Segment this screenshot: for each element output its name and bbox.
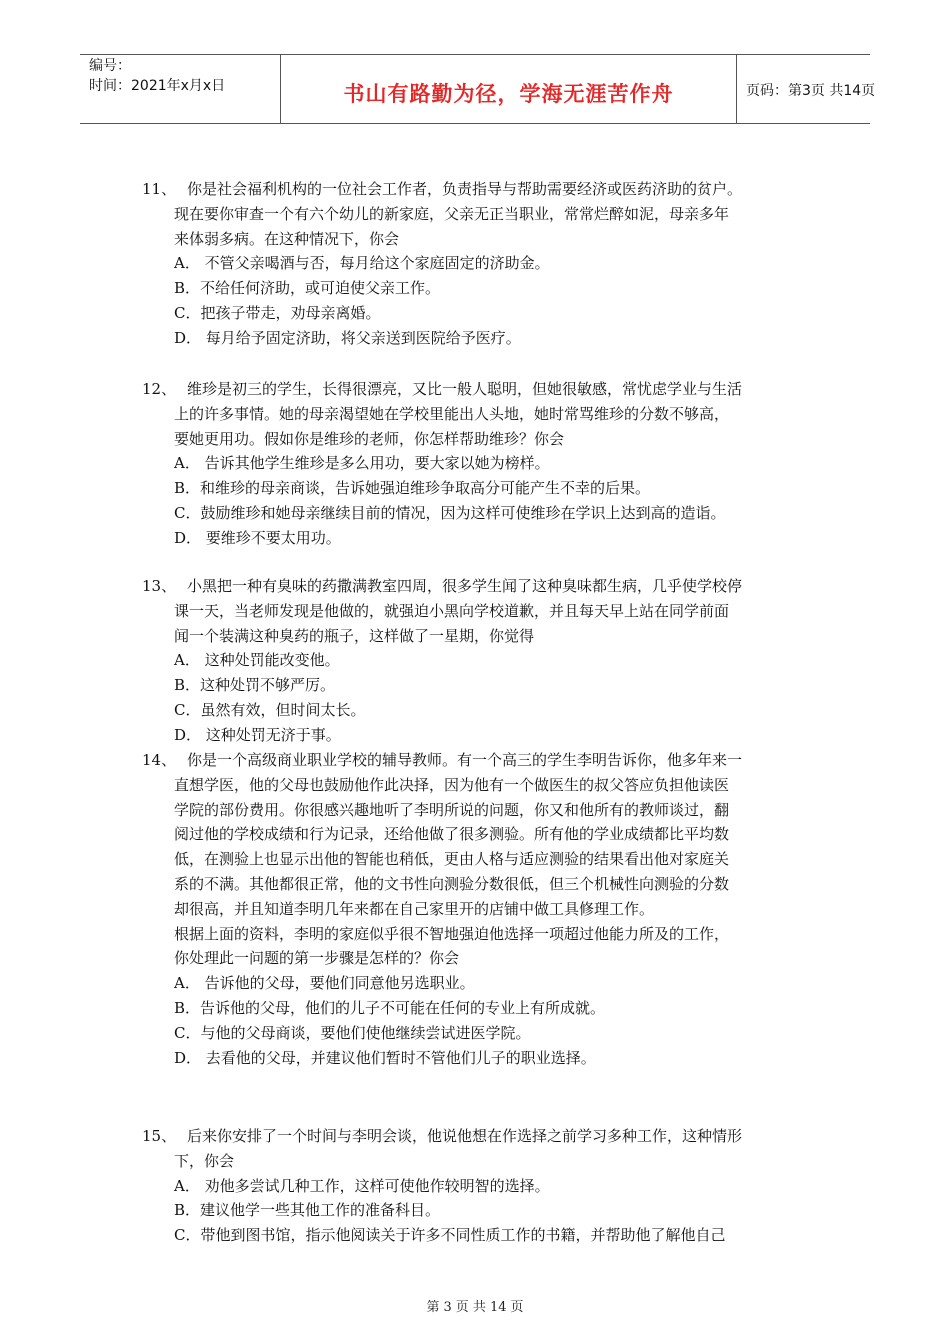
answer-option: B．建议他学一些其他工作的准备科目。 [174, 1201, 441, 1220]
footer-suffix: 页 [510, 1300, 524, 1315]
answer-option: B．和维珍的母亲商谈，告诉她强迫维珍争取高分可能产生不幸的后果。 [174, 479, 651, 498]
answer-option: A． 不管父亲喝酒与否，每月给这个家庭固定的济助金。 [174, 254, 550, 273]
answer-option: C．鼓励维珍和她母亲继续目前的情况，因为这样可使维珍在学识上达到高的造诣。 [174, 504, 726, 522]
question-number: 15、 [142, 1127, 177, 1145]
header-motto: 书山有路勤为径，学海无涯苦作舟 [343, 82, 674, 106]
question-text-line: 直想学医，他的父母也鼓励他作此决择，因为他有一个做医生的叔父答应负担他读医 [174, 775, 730, 794]
question-text-line: 系的不满。其他都很正常，他的文书性向测验分数很低，但三个机械性向测验的分数 [174, 875, 730, 893]
document-time-label: 时间：2021年x月x日 [89, 78, 226, 94]
document-number-label: 编号： [89, 58, 131, 74]
answer-option: B．这种处罚不够严厉。 [174, 676, 336, 695]
question-number: 13、 [142, 577, 177, 595]
answer-option: C．虽然有效，但时间太长。 [174, 701, 366, 719]
header-meta-cell [80, 55, 280, 123]
question-text-line: 要她更用功。假如你是维珍的老师，你怎样帮助维珍？你会 [174, 429, 565, 448]
question-text-line: 闻一个装满这种臭药的瓶子，这样做了一星期，你觉得 [174, 626, 535, 645]
answer-option: A． 告诉其他学生维珍是多么用功，要大家以她为榜样。 [174, 454, 550, 473]
answer-option: D． 去看他的父母，并建议他们暂时不管他们儿子的职业选择。 [174, 1048, 596, 1067]
question-number: 14、 [142, 751, 177, 769]
answer-option: C．带他到图书馆，指示他阅读关于许多不同性质工作的书籍，并帮助他了解他自己 [174, 1226, 726, 1245]
question-text-line: 下，你会 [174, 1151, 235, 1170]
answer-option: A． 劝他多尝试几种工作，这样可使他作较明智的选择。 [174, 1176, 550, 1195]
answer-option: C．与他的父母商谈，要他们使他继续尝试进医学院。 [174, 1023, 531, 1042]
question-text-line: 你处理此一问题的第一步骤是怎样的？你会 [174, 949, 460, 968]
question-text-line: 学院的部份费用。你很感兴趣地听了李明所说的问题，你又和他所有的教师谈过，翻 [174, 800, 730, 819]
question-text-line: 后来你安排了一个时间与李明会谈，他说他想在作选择之前学习多种工作，这种情形 [187, 1127, 743, 1145]
question-text-line: 却很高，并且知道李明几年来都在自己家里开的店铺中做工具修理工作。 [174, 899, 655, 918]
footer-mid: 页 共 [455, 1300, 486, 1315]
page-footer [0, 1296, 950, 1315]
question-text-line: 你是一个高级商业职业学校的辅导教师。有一个高三的学生李明告诉你，他多年来一 [187, 751, 743, 769]
question-text-line: 上的许多事情。她的母亲渴望她在学校里能出人头地，她时常骂维珍的分数不够高， [174, 404, 730, 423]
question-text-line: 课一天，当老师发现是他做的，就强迫小黑向学校道歉，并且每天早上站在同学前面 [174, 601, 730, 620]
answer-option: A． 这种处罚能改变他。 [174, 651, 340, 670]
question-text-line: 现在要你审查一个有六个幼儿的新家庭，父亲无正当职业，常常烂醉如泥，母亲多年 [174, 204, 730, 223]
answer-option: D． 每月给予固定济助，将父亲送到医院给予医疗。 [174, 328, 521, 347]
question-text-line: 来体弱多病。在这种情况下，你会 [174, 229, 400, 248]
footer-total-pages: 14 [489, 1300, 507, 1315]
question-text-line: 维珍是初三的学生，长得很漂亮，又比一般人聪明，但她很敏感，常忧虑学业与生活 [187, 380, 743, 398]
header-motto-cell [280, 55, 737, 123]
question-number: 12、 [142, 380, 177, 398]
answer-option: C．把孩子带走，劝母亲离婚。 [174, 304, 381, 322]
header-page-code: 页码：第3页 共14页 [746, 83, 876, 99]
answer-option: A． 告诉他的父母，要他们同意他另选职业。 [174, 974, 475, 993]
answer-option: B．不给任何济助，或可迫使父亲工作。 [174, 279, 441, 298]
answer-option: D． 这种处罚无济于事。 [174, 725, 341, 744]
question-text-line: 小黑把一种有臭味的药撒满教室四周，很多学生闻了这种臭味都生病，几乎使学校停 [187, 577, 743, 595]
footer-page-number: 3 [443, 1300, 452, 1315]
answer-option: B．告诉他的父母，他们的儿子不可能在任何的专业上有所成就。 [174, 999, 606, 1017]
answer-option: D． 要维珍不要太用功。 [174, 528, 341, 547]
question-number: 11、 [142, 180, 177, 198]
question-text-line: 阅过他的学校成绩和行为记录，还给他做了很多测验。所有他的学业成绩都比平均数 [174, 825, 730, 844]
page-header [80, 54, 876, 124]
question-text-line: 你是社会福利机构的一位社会工作者，负责指导与帮助需要经济或医药济助的贫户。 [187, 180, 743, 198]
question-text-line: 低，在测验上也显示出他的智能也稍低，更由人格与适应测验的结果看出他对家庭关 [174, 850, 730, 869]
footer-prefix: 第 [426, 1300, 440, 1315]
question-text-line: 根据上面的资料，李明的家庭似乎很不智地强迫他选择一项超过他能力所及的工作， [174, 924, 730, 943]
header-page-cell [735, 55, 876, 123]
